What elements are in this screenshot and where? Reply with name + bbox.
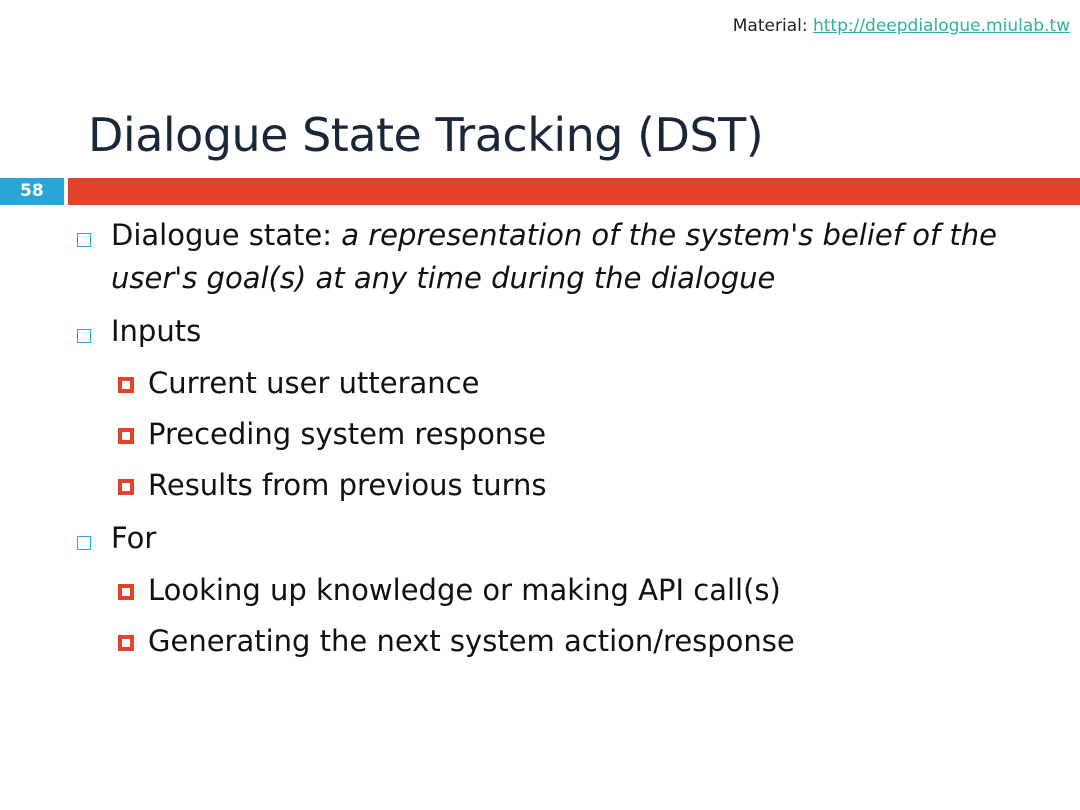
bullet-definition-line1: a representation of the system's belief of the xyxy=(341,218,997,252)
filled-square-bullet-icon xyxy=(118,635,134,651)
bullet-dialogue-state-cont xyxy=(111,261,775,295)
square-bullet-icon xyxy=(77,329,91,343)
slide-number: 58 xyxy=(0,178,64,205)
square-bullet-icon xyxy=(77,233,91,247)
bullet-definition-line2: user's goal(s) at any time during the dialogue xyxy=(111,261,776,295)
filled-square-bullet-icon xyxy=(118,479,134,495)
bullet-dialogue-state xyxy=(111,218,997,252)
bullet-inputs: Inputs xyxy=(111,314,202,348)
bullet-lead: Dialogue state: xyxy=(111,218,342,252)
filled-square-bullet-icon xyxy=(118,377,134,393)
sub-bullet-input-2: Preceding system response xyxy=(148,417,547,451)
source-link[interactable]: http://deepdialogue.miulab.tw xyxy=(812,16,1070,36)
sub-bullet-input-3: Results from previous turns xyxy=(148,468,547,502)
sub-bullet-for-1: Looking up knowledge or making API call(s) xyxy=(148,573,781,607)
filled-square-bullet-icon xyxy=(118,428,134,444)
square-bullet-icon xyxy=(77,536,91,550)
source-label: Material: xyxy=(732,16,813,36)
slide-title: Dialogue State Tracking (DST) xyxy=(88,108,764,162)
sub-bullet-for-2: Generating the next system action/response xyxy=(148,624,795,658)
sub-bullet-input-1: Current user utterance xyxy=(148,366,480,400)
filled-square-bullet-icon xyxy=(118,584,134,600)
bullet-for: For xyxy=(111,521,157,555)
